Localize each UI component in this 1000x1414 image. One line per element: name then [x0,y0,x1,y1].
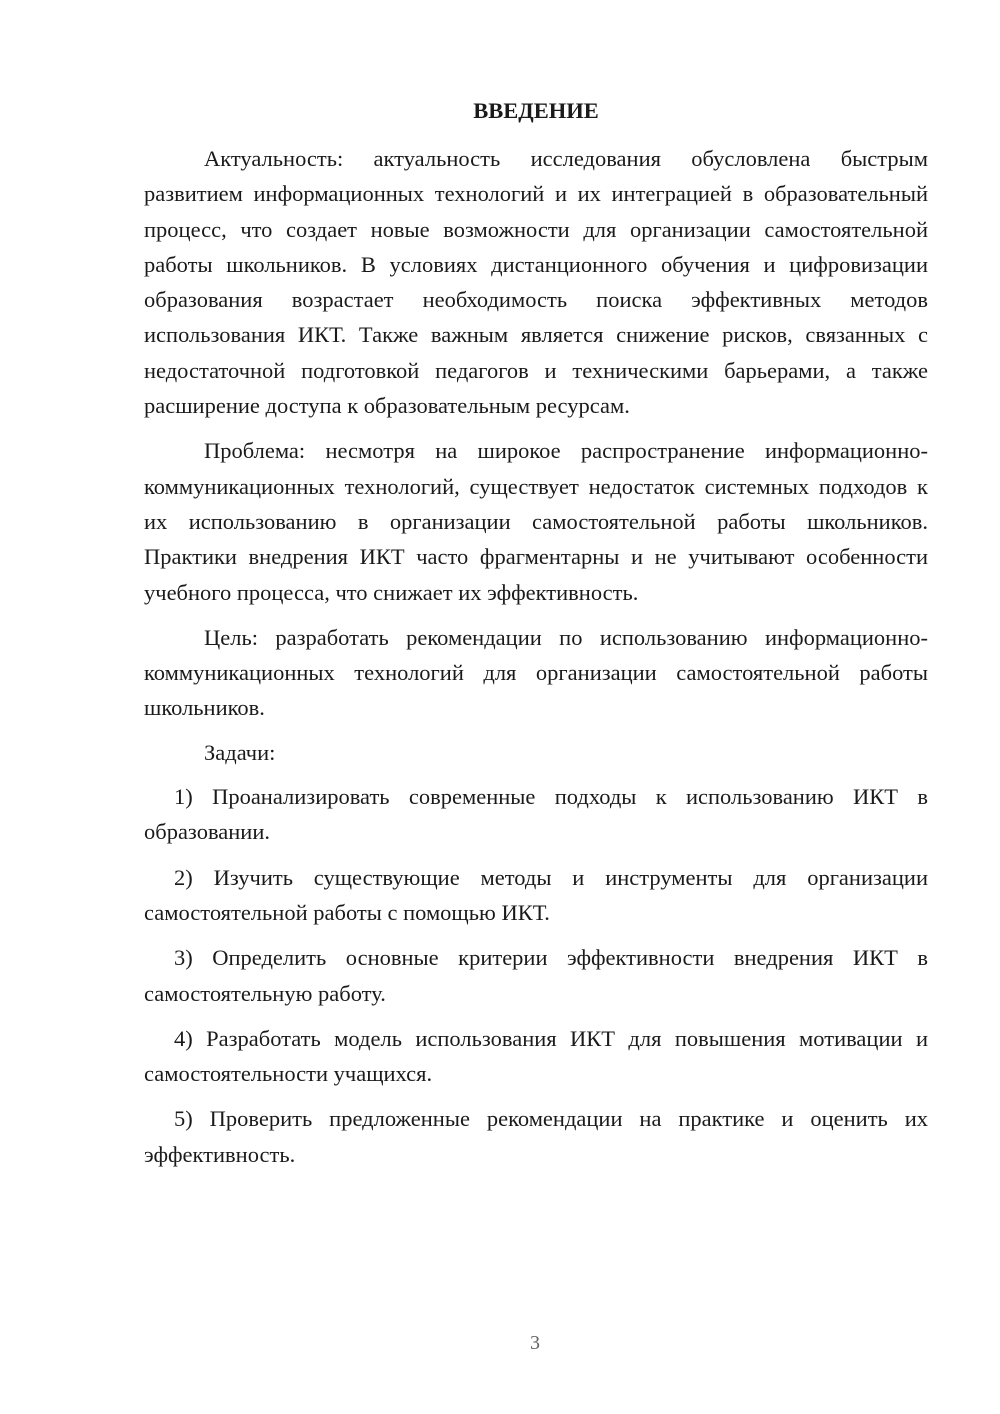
task-item: 4) Разработать модель использования ИКТ для повышения мотивации и самостоятельности учащихся. [144,1025,928,1087]
tasks-label: Задачи: [204,739,276,765]
page-number: 3 [530,1332,540,1354]
task-item: 3) Определить основные критерии эффективности внедрения ИКТ в самостоятельную работу. [144,945,928,1006]
task-item: 2) Изучить существующие методы и инструменты для организации самостоятельной работы с помощью ИКТ. [144,864,928,925]
problem-paragraph: Проблема: несмотря на широкое распространение информационно-коммуникационных технологий, существует недостаток системных подходов к их использованию в организации самостоятельной работы школьников. Практики внедрения ИКТ часто фрагментарны и не учитывают особенности учебного процесса, что снижает их эффективность. [144,438,928,605]
document-page [144,94,928,1172]
task-item: 5) Проверить предложенные рекомендации на практике и оценить их эффективность. [144,1106,928,1167]
section-title: ВВЕДЕНИЕ [473,98,599,123]
relevance-paragraph: Актуальность: актуальность исследования обусловлена быстрым развитием информационных технологий и их интеграцией в образовательный процесс, что создает новые возможности для организации самостоятельной работы школьников. В условиях дистанционного обучения и цифровизации образования возрастает необходимость поиска эффективных методов использования ИКТ. Также важным является снижение рисков, связанных с недостаточной подготовкой педагогов и техническими барьерами, а также расширение доступа к образовательным ресурсам. [144,146,928,419]
task-item: 1) Проанализировать современные подходы к использованию ИКТ в образовании. [144,784,928,845]
goal-paragraph: Цель: разработать рекомендации по использованию информационно-коммуникационных технологий для организации самостоятельной работы школьников. [144,624,928,721]
tasks-list [144,779,928,1172]
